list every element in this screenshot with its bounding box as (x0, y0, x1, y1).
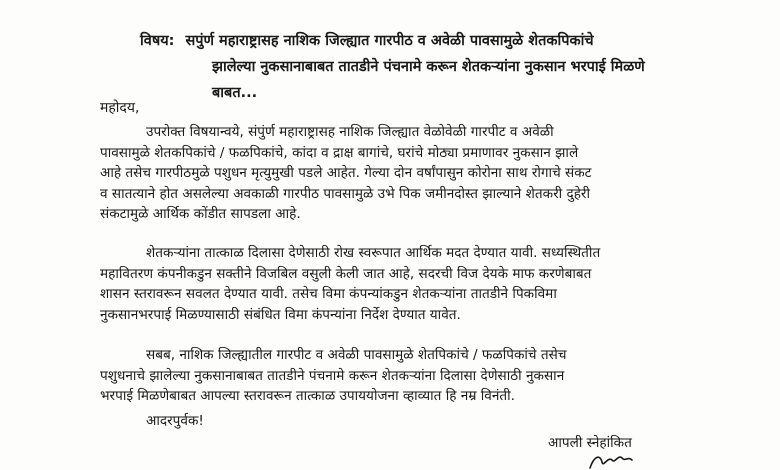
paragraph-line: नुकसानभरपाई मिळण्यासाठी संबंधित विमा कंपन्यांना निर्देश देण्यात यावेत. (100, 306, 461, 323)
paragraph-line: उपरोक्त विषयान्वये, संपुंर्ण महाराष्ट्रासह नाशिक जिल्ह्यात वेळोवेळी गारपीट व अवेळी (146, 124, 554, 140)
paragraph-line: शेतकऱ्यांना तात्काळ दिलासा देणेसाठी रोख स्वरूपात आर्थिक मदत देण्यात यावी. सध्यस्थितीत (146, 245, 601, 261)
paragraph-line: संकटामुळे आर्थिक कोंडीत सापडला आहे. (100, 206, 301, 222)
paragraph-2 (100, 243, 690, 325)
subject-line-3: बाबत... (212, 85, 258, 101)
signature-mark (588, 452, 634, 470)
subject-line-1 (140, 28, 700, 54)
paragraph-line: पशुधनाचे झालेल्या नुकसानाबाबत तातडीने पंचनामे करून शेतकऱ्यांना दिलासा देणेसाठी नुकसान (100, 367, 565, 384)
paragraph-line: आहे तसेच गारपीठमुळे पशुधन मृत्युमुखी पडले आहेत. गेल्या दोन वर्षांपासुन कोरोना साथ रोगाचे संकट (100, 165, 592, 181)
paragraph-line: शासन स्तरावरून सवलत देण्यात यावी. तसेच विमा कंपन्यांकडुन शेतकऱ्यांना तातडीने पिकविमा (100, 286, 557, 302)
subject-line-2: झालेल्या नुकसानाबाबत तातडीने पंचनामे करून शेतकऱ्यांना नुकसान भरपाई मिळणे (212, 59, 645, 75)
closing-text: आदरपुर्वक! (146, 413, 204, 429)
subject-text: सपुंर्ण महाराष्ट्रासह नाशिक जिल्ह्यात गारपीठ व अवेळी पावसामुळे शेतकपिकांचे (185, 33, 594, 49)
paragraph-3 (100, 345, 690, 407)
paragraph-1 (100, 122, 690, 225)
paragraph-line: महावितरण कंपनीकडुन सक्तीने विजबिल वसुली केली जात आहे, सदरची विज देयके माफ करणेबाबत (100, 265, 592, 282)
paragraph-line: सबब, नाशिक जिल्ह्यातील गारपीट व अवेळी पावसामुळे शेतपिकांचे / फळपिकांचे तसेच (146, 347, 567, 363)
subject-block (140, 28, 700, 106)
paragraph-line: पावसामुळे शेतकपिकांचे / फळपिकांचे, कांदा व द्राक्ष बागांचे, घरांचे मोठ्या प्रमाणावर नुकसान झाले (100, 144, 579, 161)
salutation: महोदय, (100, 100, 140, 116)
paragraph-line: व सातत्याने होत असलेल्या अवकाळी गारपीठ पावसामुळे उभे पिक जमीनदोस्त झाल्याने शेतकरी दुहेरी (100, 185, 590, 202)
subject-label: विषय: (140, 33, 175, 49)
signoff-text: आपली स्नेहांकित (548, 435, 632, 451)
paragraph-line: भरपाई मिळणेबाबत आपल्या स्तरावरून तात्काळ उपाययोजना व्हाव्यात हि नम्र विनंती. (100, 388, 515, 404)
